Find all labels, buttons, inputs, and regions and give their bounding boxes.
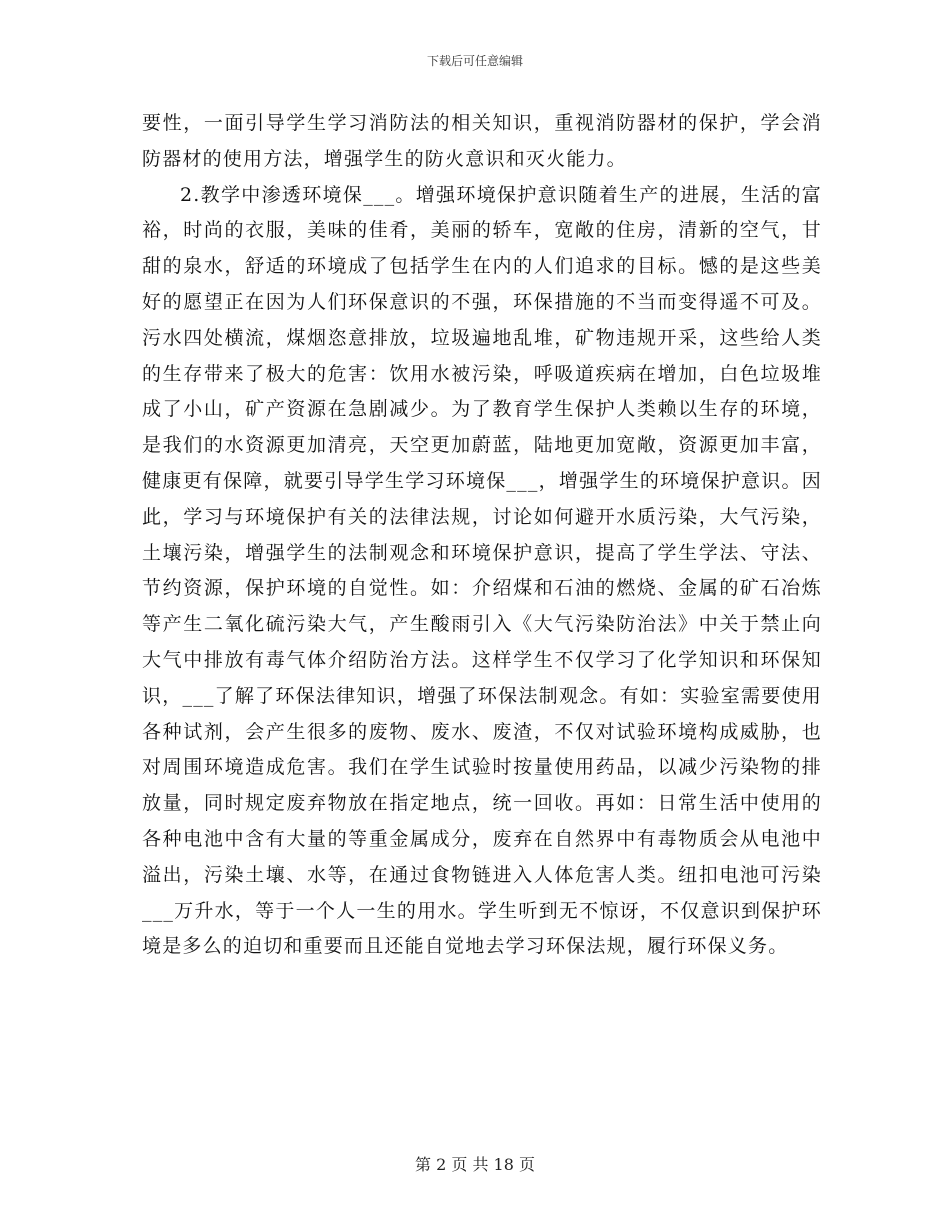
paragraph-environmental-protection: 2.教学中渗透环境保___。增强环境保护意识随着生产的进展，生活的富裕，时尚的衣服，美味的佳肴，美丽的轿车，宽敞的住房，清新的空气，甘甜的泉水，舒适的环境成了包括学生在内的人们追求的目标。憾的是这些美好的愿望正在因为人们环保意识的不强，环保措施的不当而变得遥不可及。污水四处横流，煤烟恣意排放，垃圾遍地乱堆，矿物违规开采，这些给人类的生存带来了极大的危害：饮用水被污染，呼吸道疾病在增加，白色垃圾堆成了小山，矿产资源在急剧减少。为了教育学生保护人类赖以生存的环境，是我们的水资源更加清亮，天空更加蔚蓝，陆地更加宽敞，资源更加丰富，健康更有保障，就要引导学生学习环境保___，增强学生的环境保护意识。因此，学习与环境保护有关的法律法规，讨论如何避开水质污染，大气污染，土壤污染，增强学生的法制观念和环境保护意识，提高了学生学法、守法、节约资源，保护环境的自觉性。如：介绍煤和石油的燃烧、金属的矿石冶炼等产生二氧化硫污染大气，产生酸雨引入《大气污染防治法》中关于禁止向大气中排放有毒气体介绍防治方法。这样学生不仅学习了化学知识和环保知识，___了解了环保法律知识，增强了环保法制观念。有如：实验室需要使用各种试剂，会产生很多的废物、废水、废渣，不仅对试验环境构成威胁，也对周围环境造成危害。我们在学生试验时按量使用药品，以减少污染物的排放量，同时规定废弃物放在指定地点，统一回收。再如：日常生活中使用的各种电池中含有大量的等重金属成分，废弃在自然界中有毒物质会从电池中溢出，污染土壤、水等，在通过食物链进入人体危害人类。纽扣电池可污染___万升水，等于一个人一生的用水。学生听到无不惊讶，不仅意识到保护环境是多么的迫切和重要而且还能自觉地去学习环保法规，履行环保义务。	[142, 183, 822, 958]
page-header: 下载后可任意编辑	[426, 54, 523, 68]
paragraph-continuation: 要性，一面引导学生学习消防法的相关知识，重视消防器材的保护，学会消防器材的使用方法，增强学生的防火意识和灭火能力。	[142, 112, 822, 170]
document-body	[142, 106, 822, 965]
page-number-footer: 第 2 页 共 18 页	[415, 1155, 535, 1174]
